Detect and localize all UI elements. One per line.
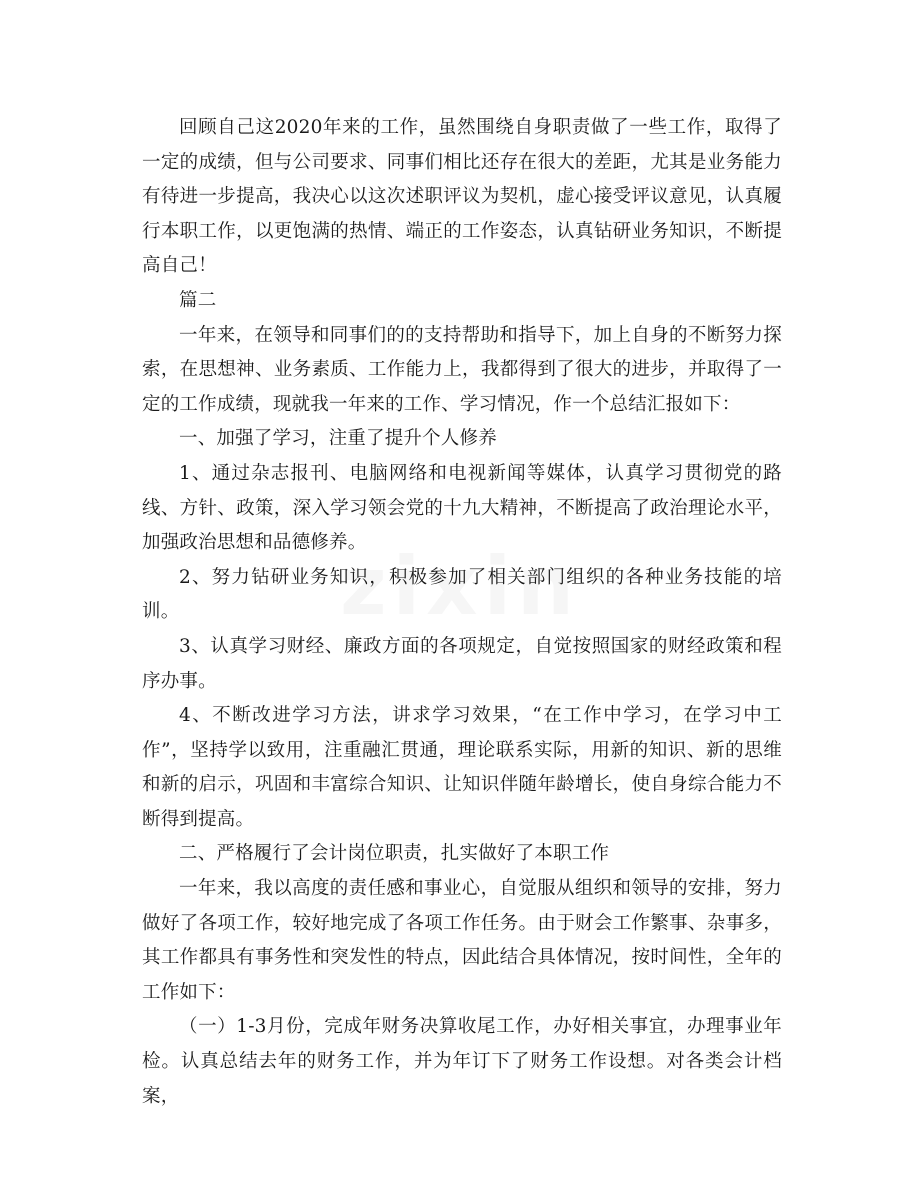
list-item-study-3: 3、认真学习财经、廉政方面的各项规定，自觉按照国家的财经政策和程序办事。	[142, 635, 782, 692]
paragraph-intro: 一年来，在领导和同事们的的支持帮助和指导下，加上自身的不断努力探索，在思想神、业务素质、工作能力上，我都得到了很大的进步，并取得了一定的工作成绩，现就我一年来的工作、学习情况，作一个总结汇报如下：	[142, 324, 782, 415]
heading-duties: 二、严格履行了会计岗位职责，扎实做好了本职工作	[179, 843, 610, 865]
list-item-study-2: 2、努力钻研业务知识，积极参加了相关部门组织的各种业务技能的培训。	[142, 566, 782, 623]
heading-study: 一、加强了学习，注重了提升个人修养	[179, 428, 497, 450]
paragraph-summary: 回顾自己这2020年来的工作，虽然围绕自身职责做了一些工作，取得了一定的成绩，但与公司要求、同事们相比还存在很大的差距，尤其是业务能力有待进一步提高，我决心以这次述职评议为契机，虚心接受评议意见，认真履行本职工作，以更饱满的热情、端正的工作姿态，认真钻研业务知识，不断提高自己！	[142, 117, 782, 277]
paragraph-duties: 一年来，我以高度的责任感和事业心，自觉服从组织和领导的安排，努力做好了各项工作，较好地完成了各项工作任务。由于财会工作繁事、杂事多，其工作都具有事务性和突发性的特点，因此结合具体情况，按时间性，全年的工作如下：	[142, 878, 782, 1003]
paragraph-q1: （一）1-3月份，完成年财务决算收尾工作，办好相关事宜，办理事业年检。认真总结去年的财务工作，并为年订下了财务工作设想。对各类会计档案，	[142, 1016, 782, 1107]
document-body	[142, 111, 782, 1114]
list-item-study-4: 4、不断改进学习方法，讲求学习效果，“在工作中学习，在学习中工作”，坚持学以致用，注重融汇贯通，理论联系实际，用新的知识、新的思维和新的启示，巩固和丰富综合知识、让知识伴随年龄增长，使自身综合能力不断得到提高。	[142, 705, 782, 830]
section-heading-part-two: 篇二	[179, 289, 217, 311]
list-item-study-1: 1、通过杂志报刊、电脑网络和电视新闻等媒体，认真学习贯彻党的路线、方针、政策，深入学习领会党的十九大精神，不断提高了政治理论水平，加强政治思想和品德修养。	[142, 462, 782, 554]
